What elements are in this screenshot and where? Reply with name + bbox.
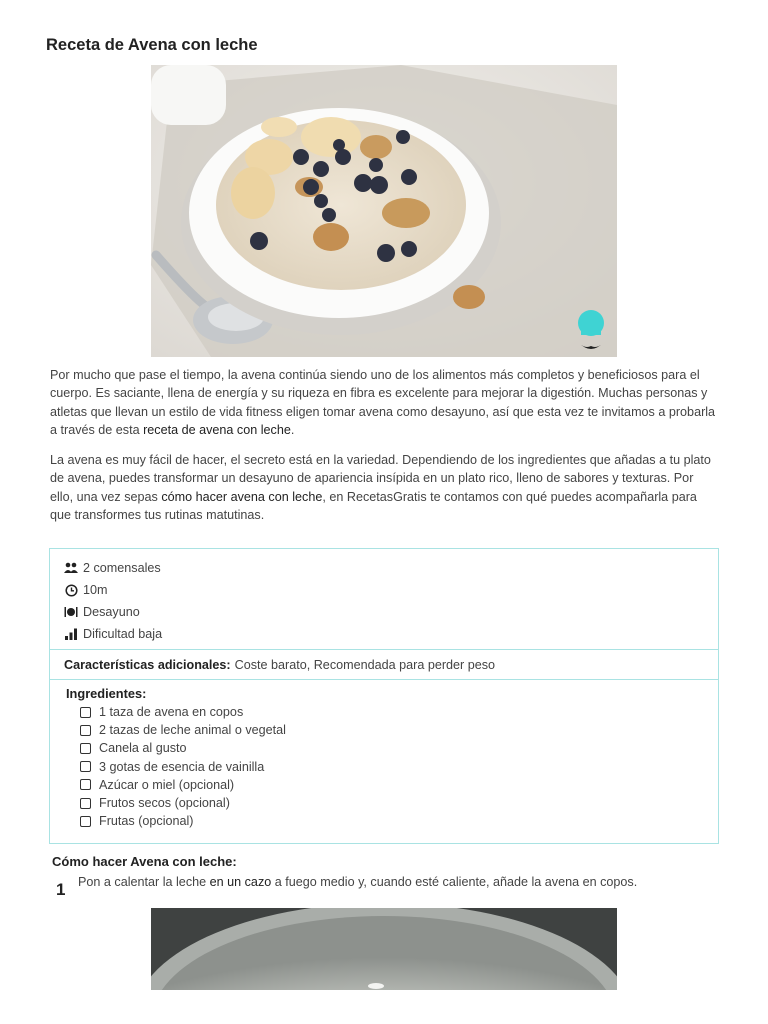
step-1-photo [151, 908, 617, 990]
howto-title: Cómo hacer Avena con leche: [52, 854, 237, 869]
step-1-text: Pon a calentar la leche en un cazo a fuego medio y, cuando esté caliente, añade la avena en copos. [78, 875, 638, 889]
checkbox[interactable] [80, 798, 91, 809]
meta-time: 10m [64, 579, 704, 601]
checkbox[interactable] [80, 743, 91, 754]
meta-category: Desayuno [64, 601, 704, 623]
checkbox[interactable] [80, 816, 91, 827]
signal-bars-icon [64, 627, 78, 641]
ingredient-item[interactable]: 3 gotas de esencia de vainilla [66, 758, 702, 776]
oatmeal-bowl-photo [151, 65, 617, 357]
recipe-link[interactable]: receta de avena con leche [143, 422, 291, 437]
ingredient-item[interactable]: Azúcar o miel (opcional) [66, 776, 702, 794]
meta-diners: 2 comensales [64, 557, 704, 579]
recipe-title: Receta de Avena con leche [46, 36, 258, 54]
checkbox[interactable] [80, 779, 91, 790]
ingredients-list [66, 703, 702, 830]
recipe-info-card [49, 548, 719, 844]
ingredient-item[interactable]: 2 tazas de leche animal o vegetal [66, 721, 702, 739]
ingredient-item[interactable]: 1 taza de avena en copos [66, 703, 702, 721]
ingredients-title: Ingredientes: [66, 686, 147, 701]
checkbox[interactable] [80, 725, 91, 736]
intro-paragraph-1: Por mucho que pase el tiempo, la avena continúa siendo uno de los alimentos más completos y beneficiosos para el cuerpo. Es saciante, llena de energía y su riqueza en fibra es excelente para mejorar la digestión. Muchas personas y atletas que llevan un estilo de vida fitness eligen tomar avena como desayuno, así que esta vez te invitamos a probarla a través de esta receta de avena con leche. [50, 368, 716, 437]
ingredients-section [50, 680, 718, 830]
people-icon [64, 561, 78, 575]
howto-link[interactable]: cómo hacer avena con leche [161, 489, 323, 504]
additional-features: Características adicionales: Coste barato, Recomendada para perder peso [50, 650, 718, 680]
plate-cutlery-icon [64, 605, 78, 619]
step-number: 1 [56, 880, 66, 899]
clock-icon [64, 583, 78, 597]
ingredient-item[interactable]: Frutos secos (opcional) [66, 794, 702, 812]
meta-difficulty: Dificultad baja [64, 623, 704, 645]
intro-paragraph-2: La avena es muy fácil de hacer, el secreto está en la variedad. Dependiendo de los ingredientes que añadas a tu plato de avena, puedes transformar un desayuno de apariencia insípida en un plato rico, lleno de sabores y texturas. Por ello, una vez sepas cómo hacer avena con leche, en RecetasGratis te contamos con qué puedes acompañarla para que transformes tus rutinas matutinas. [50, 453, 711, 522]
ingredient-item[interactable]: Canela al gusto [66, 739, 702, 757]
checkbox[interactable] [80, 761, 91, 772]
ingredient-item[interactable]: Frutas (opcional) [66, 812, 702, 830]
recipe-meta [50, 549, 718, 650]
checkbox[interactable] [80, 707, 91, 718]
saucepan-link[interactable]: en un cazo [209, 875, 272, 889]
